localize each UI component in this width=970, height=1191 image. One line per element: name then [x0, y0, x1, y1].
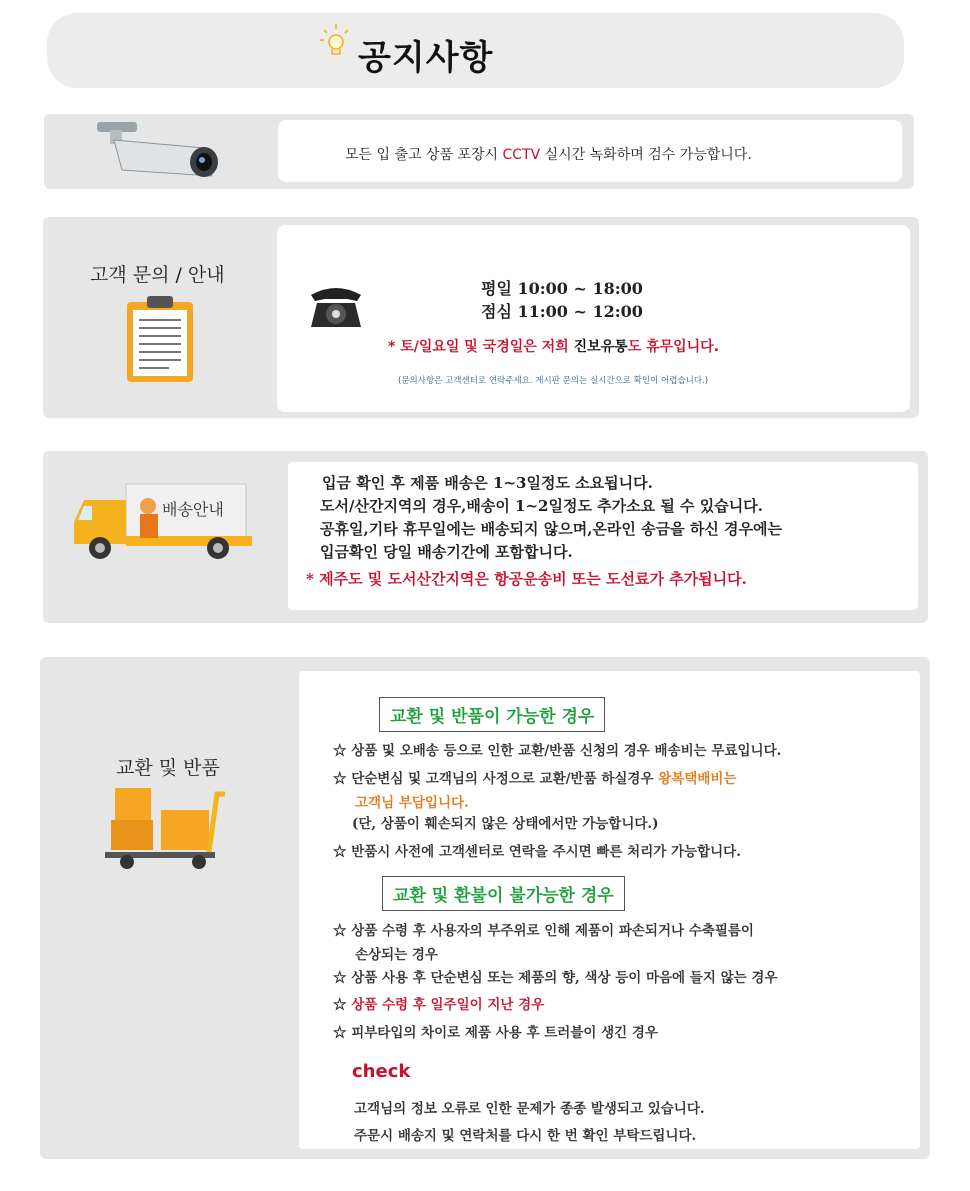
check-title: check [352, 1061, 411, 1082]
impossible-item-3-text: 상품 수령 후 일주일이 지난 경우 [351, 997, 545, 1013]
possible-item-2 [333, 767, 736, 787]
shipping-line-5: * 제주도 및 도서산간지역은 항공운송비 또는 도선료가 추가됩니다. [306, 570, 747, 588]
weekday-hours: 평일 10:00 ~ 18:00 [481, 279, 643, 298]
page-title: 공지사항 [358, 38, 494, 78]
holiday-brand: 진보유통 [573, 339, 628, 355]
check-line-1: 고객님의 정보 오류로 인한 문제가 종종 발생되고 있습니다. [354, 1101, 705, 1117]
shipping-line-3: 공휴일,기타 휴무일에는 배송되지 않으며,온라인 송금을 하신 경우에는 [320, 520, 782, 538]
clipboard-icon [125, 294, 195, 384]
shipping-line-2: 도서/산간지역의 경우,배송이 1~2일정도 추가소요 될 수 있습니다. [320, 497, 763, 515]
possible-item-2-cont: 고객님 부담입니다. [355, 795, 469, 811]
possible-item-3: ☆ 반품시 사전에 고객센터로 연락을 주시면 빠른 처리가 가능합니다. [333, 844, 741, 860]
impossible-item-4: ☆ 피부타입의 차이로 제품 사용 후 트러블이 생긴 경우 [333, 1025, 658, 1041]
check-line-2: 주문시 배송지 및 연락처를 다시 한 번 확인 부탁드립니다. [354, 1128, 697, 1144]
delivery-truck-icon [70, 482, 256, 564]
holiday-prefix: * 토/일요일 및 국경일은 저희 [388, 339, 574, 355]
cctv-text-after: 실시간 녹화하며 검수 가능합니다. [540, 147, 752, 163]
cctv-camera-icon [92, 118, 230, 188]
possible-item-2-note: (단, 상품이 훼손되지 않은 상태에서만 가능합니다.) [352, 816, 659, 832]
telephone-icon [307, 281, 365, 331]
returns-label: 교환 및 반품 [116, 757, 220, 779]
possible-item-2-highlight: 왕복택배비는 [658, 771, 737, 787]
cctv-highlight: CCTV [502, 147, 541, 163]
lightbulb-icon [320, 24, 352, 60]
impossible-heading: 교환 및 환불이 불가능한 경우 [382, 876, 625, 911]
impossible-item-1: ☆ 상품 수령 후 사용자의 부주위로 인해 제품이 파손되거나 수축필름이 [333, 923, 754, 939]
impossible-item-1-cont: 손상되는 경우 [355, 947, 438, 963]
shipping-line-1: 입금 확인 후 제품 배송은 1~3일정도 소요됩니다. [322, 474, 653, 492]
holiday-suffix: 도 휴무입니다. [627, 339, 720, 355]
lunch-hours: 점심 11:00 ~ 12:00 [481, 302, 643, 321]
customer-label: 고객 문의 / 안내 [90, 264, 225, 286]
possible-item-1: ☆ 상품 및 오배송 등으로 인한 교환/반품 신청의 경우 배송비는 무료입니다. [333, 743, 782, 759]
possible-heading: 교환 및 반품이 가능한 경우 [379, 697, 605, 732]
holiday-notice [388, 336, 719, 356]
impossible-item-3 [333, 993, 544, 1013]
shipping-badge: 배송안내 [162, 500, 224, 519]
cctv-text-before: 모든 입 출고 상품 포장시 [345, 147, 503, 163]
shipping-line-4: 입금확인 당일 배송기간에 포함합니다. [320, 543, 573, 561]
cctv-notice [345, 144, 752, 164]
inquiry-note: (문의사항은 고객센터로 연락주세요. 게시판 문의는 실시간으로 확인이 어렵습니다.) [398, 376, 709, 386]
impossible-item-2: ☆ 상품 사용 후 단순변심 또는 제품의 향, 색상 등이 마음에 들지 않는 경우 [333, 970, 778, 986]
hand-truck-boxes-icon [103, 780, 238, 870]
impossible-item-3-star: ☆ [333, 997, 352, 1013]
possible-item-2-prefix: ☆ 단순변심 및 고객님의 사정으로 교환/반품 하실경우 [333, 771, 659, 787]
